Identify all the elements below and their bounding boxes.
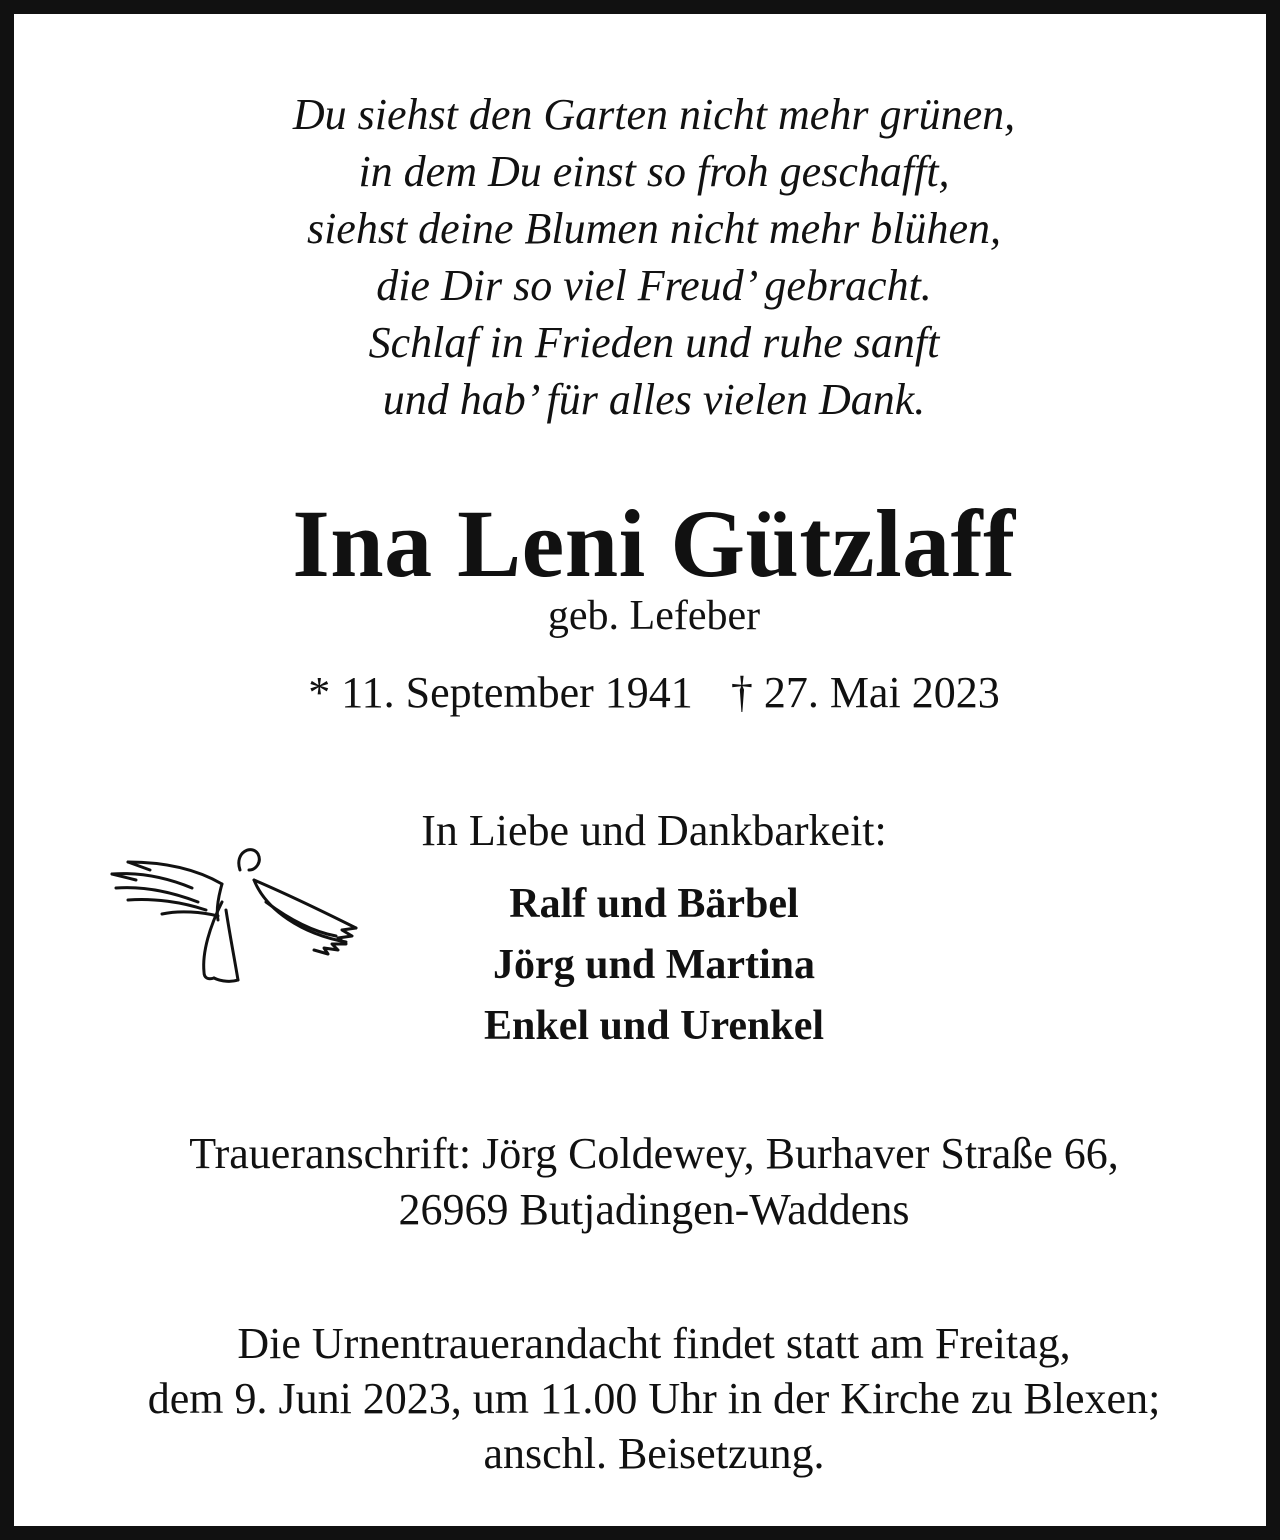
service-line: Die Urnentrauerandacht findet statt am Freitag, xyxy=(237,1319,1071,1368)
service-notice xyxy=(14,1316,1280,1481)
deceased-name: Ina Leni Gützlaff xyxy=(292,490,1016,597)
family-member: Jörg und Martina xyxy=(492,942,815,988)
family-member: Ralf und Bärbel xyxy=(509,881,799,927)
dedication-text: In Liebe und Dankbarkeit: xyxy=(421,806,887,855)
poem-line: die Dir so viel Freud’ gebracht. xyxy=(376,261,932,310)
maiden-name: geb. Lefeber xyxy=(547,593,761,639)
poem-line: und hab’ für alles vielen Dank. xyxy=(382,375,926,424)
birth-date: * 11. September 1941 xyxy=(308,668,693,717)
memorial-poem xyxy=(14,86,1280,428)
poem-line: siehst deine Blumen nicht mehr blühen, xyxy=(306,204,1002,253)
family-list xyxy=(14,874,1280,1057)
poem-line: Schlaf in Frieden und ruhe sanft xyxy=(368,318,940,367)
address-line: 26969 Butjadingen-Waddens xyxy=(398,1185,910,1234)
service-line: anschl. Beisetzung. xyxy=(483,1429,825,1478)
poem-line: in dem Du einst so froh geschafft, xyxy=(358,147,950,196)
family-member: Enkel und Urenkel xyxy=(484,1003,824,1049)
service-line: dem 9. Juni 2023, um 11.00 Uhr in der Kirche zu Blexen; xyxy=(147,1374,1161,1423)
death-date: † 27. Mai 2023 xyxy=(730,668,1000,717)
address-line: Traueranschrift: Jörg Coldewey, Burhaver Straße 66, xyxy=(189,1129,1119,1178)
poem-line: Du siehst den Garten nicht mehr grünen, xyxy=(292,90,1016,139)
life-dates xyxy=(14,664,1280,722)
mourning-address xyxy=(14,1126,1280,1238)
